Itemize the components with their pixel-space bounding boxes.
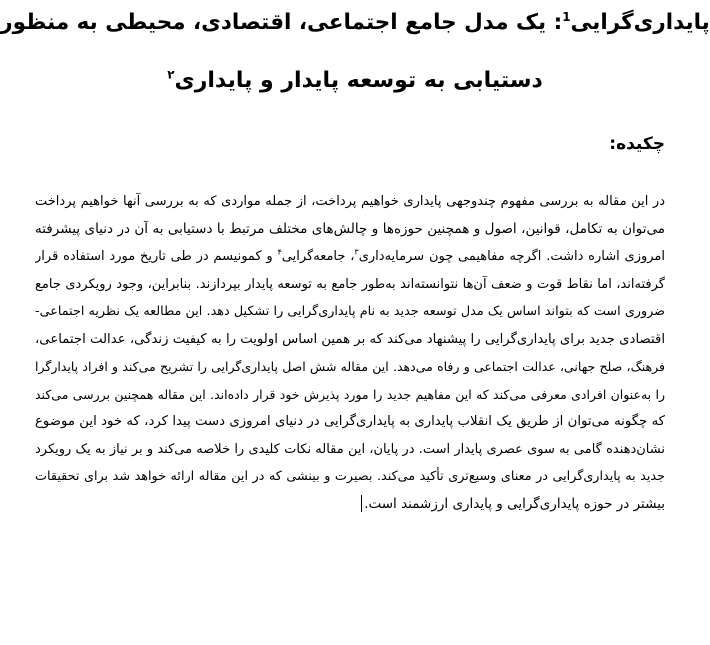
abstract-body[interactable] — [35, 188, 665, 518]
abstract-line: فرهنگ، صلح جهانی، عدالت اجتماعی و رفاه می‌دهد. این مقاله شش اصل پایداری‌گرایی را تشریح می‌کند و افراد پایدارگرا — [35, 359, 665, 374]
title-term: پایداری‌گرایی — [570, 10, 710, 35]
title-line-2 — [0, 68, 710, 93]
abstract-line: را به‌عنوان افرادی معرفی می‌کند که این مفاهیم جدید را مورد پذیرش خود قرار داده‌اند. این مقاله همچنین بررسی می‌کند — [35, 386, 665, 402]
abstract-line-part: و کمونیسم در طی تاریخ مورد استفاده قرار — [35, 249, 278, 264]
footnote-ref-4[interactable]: ۴ — [277, 247, 282, 257]
abstract-line — [35, 243, 665, 271]
abstract-line: می‌توان به تکامل، قوانین، اصول و همچنین حوزه‌ها و چالش‌های مختلف مرتبط با دستیابی به آن در دنیای پیشرفته — [35, 220, 665, 237]
abstract-heading: چکیده: — [609, 134, 665, 154]
title-rest: : یک مدل جامع اجتماعی، اقتصادی، محیطی به منظور — [0, 10, 563, 35]
footnote-ref-2[interactable]: ۲ — [167, 67, 175, 82]
abstract-line-text: بیشتر در حوزه پایداری‌گرایی و پایداری ارزشمند است. — [364, 495, 665, 512]
footnote-ref-1[interactable]: 1 — [562, 9, 571, 24]
title-line-2-text: دستیابی به توسعه پایدار و پایداری — [174, 68, 543, 93]
abstract-line: ضروری است که بتواند اساس یک مدل توسعه جدید به نام پایداری‌گرایی را تشکیل دهد. این مطالعه یک نظریه اجتماعی- — [35, 304, 665, 319]
abstract-line: جدید به پایداری‌گرایی در معنای وسیع‌تری تأکید می‌کند. بصیرت و بینشی که در این مقاله ارائه خواهد شد برای تحقیقات — [35, 469, 665, 484]
abstract-line-part: ، جامعه‌گرایی — [281, 249, 355, 264]
abstract-line: اقتصادی جدید برای پایداری‌گرایی را پیشنهاد می‌کند که بر همین اساس اولویت را به کیفیت زندگی، عدالت اجتماعی، — [35, 331, 665, 347]
abstract-line: گرفته‌اند، اما نقاط قوت و ضعف آن‌ها نتوانسته‌اند به‌طور جامع به توسعه پایدار بپردازند. بنابراین، وجود رویکردی جامع — [35, 276, 665, 292]
abstract-line: که چگونه می‌توان از طریق یک انقلاب پایداری به پایداری‌گرایی در دنیای امروزی دست پیدا کرد، که خود این موضوع — [35, 414, 665, 429]
abstract-line: نشان‌دهنده گامی به سوی عصری پایدار است. در پایان، این مقاله نکات کلیدی را خلاصه می‌کند و بر نیاز به یک رویکرد — [35, 441, 665, 457]
footnote-ref-3[interactable]: ۳ — [354, 247, 359, 257]
abstract-line-part: امروزی اشاره داشت. اگرچه مفاهیمی چون سرمایه‌داری — [358, 249, 665, 264]
title-line-1 — [0, 10, 710, 35]
text-cursor — [361, 495, 362, 512]
abstract-line-last — [35, 491, 665, 519]
abstract-line: در این مقاله به بررسی مفهوم چندوجهی پایداری خواهیم پرداخت، از جمله مواردی که به بررسی آنها خواهیم پرداخت — [35, 194, 665, 209]
